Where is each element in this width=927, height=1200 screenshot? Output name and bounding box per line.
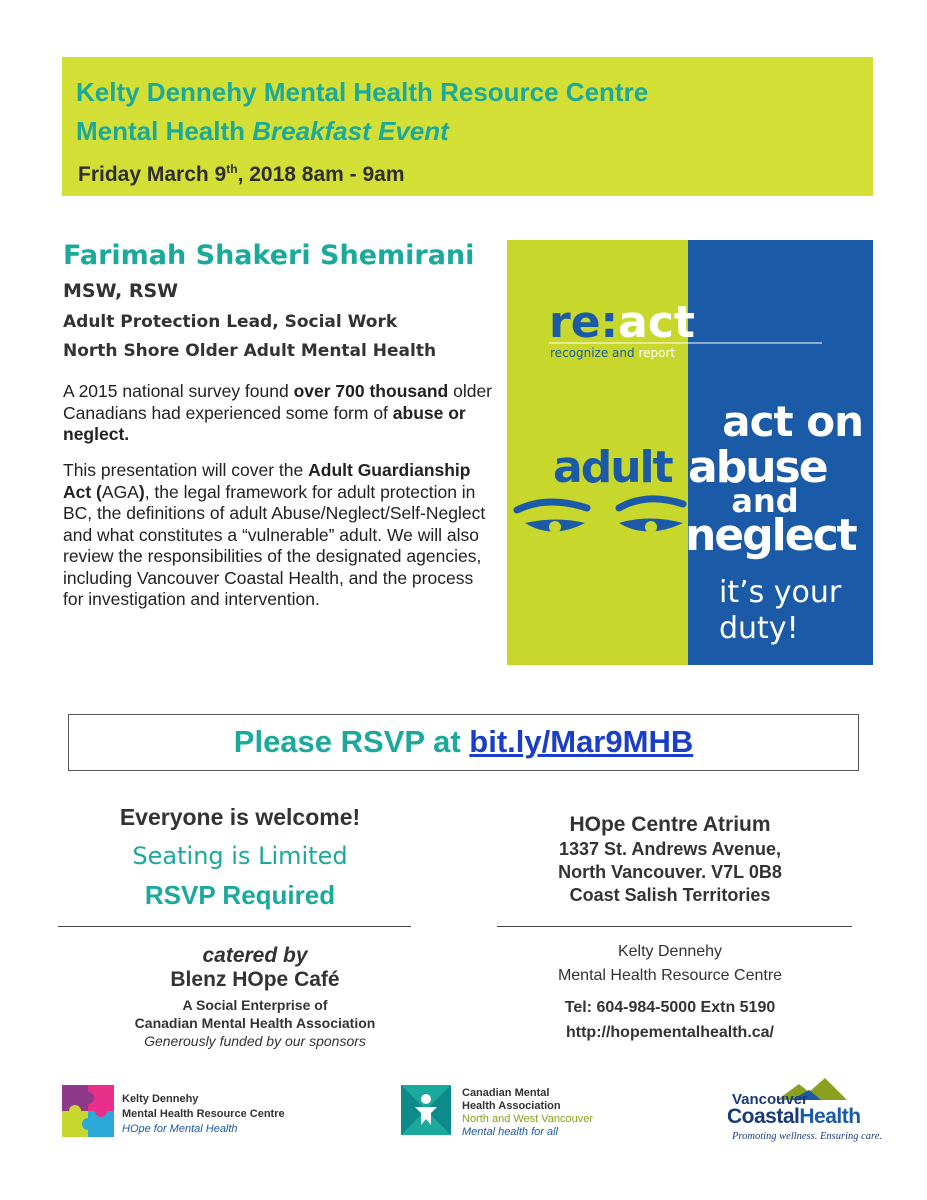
vch-logo-line-2 [727,1105,861,1129]
social-enterprise: A Social Enterprise of [182,997,328,1013]
p2-text-2: , the legal framework for adult protection in BC, the definitions of adult Abuse/Neglect/Self-Neglect and what constitutes a “vulnerable” adult. We will also review the responsibilities of the designated agencies, including Vancouver Coastal Health, and the process for investigation and intervention. [63,481,486,609]
cmha-logo-line-1: Canadian Mental [462,1087,550,1099]
vch-health: Health [799,1105,861,1128]
p1-text-2: older Canadians had experienced some form of [63,381,493,423]
rsvp-line [69,724,858,760]
cmha-logo-icon [401,1085,451,1135]
adult-text: adult [553,442,672,493]
contact-phone: Tel: 604-984-5000 Extn 5190 [564,999,776,1016]
header-title: Kelty Dennehy Mental Health Resource Centre [76,77,649,107]
date-time: , 2018 8am - 9am [237,163,405,186]
venue-city: North Vancouver. V7L 0B8 [558,862,782,882]
divider-right [497,926,852,927]
duty-line-1: it’s your [719,575,842,610]
duty-line-2: duty! [719,611,799,646]
vch-logo-line-1: Vancouver [732,1091,808,1108]
venue-name: HOpe Centre Atrium [569,813,771,836]
speaker-credentials: MSW, RSW [63,280,179,302]
kelty-logo-line-3: HOpe for Mental Health [122,1123,238,1135]
p2-bold-paren: ) [138,481,145,502]
rsvp-link[interactable]: bit.ly/Mar9MHB [469,724,694,759]
catered-by: catered by [202,944,308,967]
rsvp-prefix: Please RSVP at [233,724,470,759]
abuse-text: abuse [688,442,827,493]
venue-street: 1337 St. Andrews Avenue, [558,839,782,859]
p2-aga: AGA [101,481,139,502]
subtitle-plain: Mental Health [76,116,253,146]
date-text: Friday March 9 [78,163,227,186]
event-header-banner [62,57,873,196]
rsvp-box [68,714,859,771]
presentation-paragraph [63,460,493,611]
event-date [78,162,405,187]
contact-org-1: Kelty Dennehy [617,943,723,960]
neglect-text: neglect [685,510,856,561]
p2-bold-act: Adult Guardianship Act ( [63,460,471,502]
speaker-organization: North Shore Older Adult Mental Health [63,341,437,361]
cafe-name: Blenz HOpe Café [170,968,340,991]
kelty-logo-line-2: Mental Health Resource Centre [122,1108,285,1120]
cmha-name: Canadian Mental Health Association [134,1015,376,1031]
p1-bold-topic: abuse or neglect. [63,402,466,444]
speaker-name: Farimah Shakeri Shemirani [63,240,475,271]
p1-bold-figure: over 700 thousand [293,381,449,401]
and-text: and [731,482,799,520]
welcome-text: Everyone is welcome! [119,804,361,830]
react-poster [507,240,873,665]
vch-logo-line-3: Promoting wellness. Ensuring care. [732,1131,883,1142]
rsvp-required-text: RSVP Required [144,880,336,910]
kelty-puzzle-logo-icon [62,1085,114,1137]
cmha-logo-line-3: North and West Vancouver [462,1113,594,1125]
react-poster-graphic [507,240,873,665]
react-logo: re:act [549,297,695,348]
speaker-role: Adult Protection Lead, Social Work [63,312,398,332]
divider-left [58,926,411,927]
subtitle-italic: Breakfast Event [252,116,449,146]
cmha-logo-line-2: Health Association [462,1100,561,1112]
contact-url[interactable]: http://hopementalhealth.ca/ [565,1024,774,1041]
seating-text: Seating is Limited [132,842,348,870]
cmha-logo-line-4: Mental health for all [462,1126,558,1138]
contact-org-2: Mental Health Resource Centre [557,967,783,984]
react-tagline: recognize and report [550,346,676,360]
vch-coastal: Coastal [727,1105,800,1128]
act-on-text: act on [722,397,863,446]
p1-text: A 2015 national survey found [63,381,294,401]
p2-text: This presentation will cover the [63,460,309,480]
venue-territory: Coast Salish Territories [569,885,771,905]
header-subtitle [76,116,449,147]
survey-paragraph [63,381,493,446]
date-ordinal: th [226,162,238,176]
kelty-logo-line-1: Kelty Dennehy [122,1093,199,1105]
funded-note: Generously funded by our sponsors [144,1033,366,1049]
